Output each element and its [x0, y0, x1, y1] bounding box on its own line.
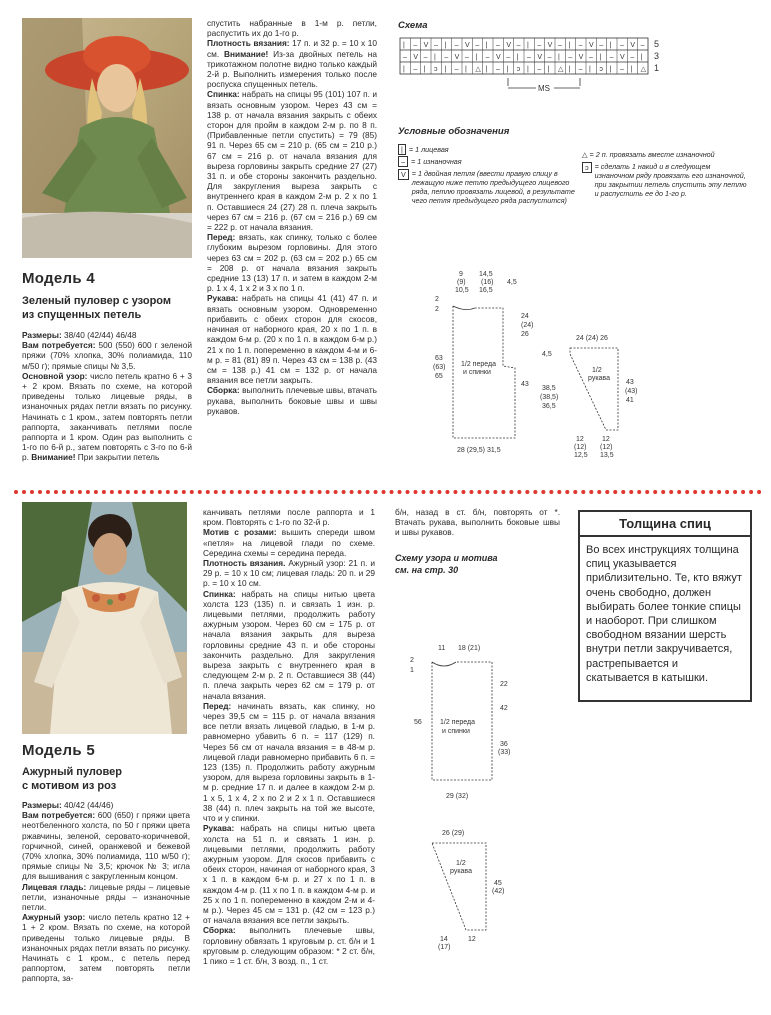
legend-knit: | = 1 лицевая — [398, 145, 578, 154]
svg-text:(12): (12) — [574, 444, 587, 451]
model5-right-top-text: б/н, назад в ст. б/н, повторять от *. Втачать рукава, выполнить боковые швы и швы рукавов. — [395, 507, 560, 538]
model4-gauge: Плотность вязания: 17 п. и 32 р. = 10 х 10 см. Внимание! Из-за двойных петель на трикотажном полотне видно только каждый 2-й р. Выполнить измерения только после роспуска спущенных петель. — [207, 38, 378, 90]
scheme-cell: – — [558, 42, 562, 49]
scheme-cell: – — [465, 54, 469, 61]
scheme-cell: | — [403, 66, 405, 73]
svg-text:56: 56 — [414, 719, 422, 726]
scheme-cell: – — [589, 54, 593, 61]
scheme-cell: V — [454, 54, 460, 61]
scheme-cell: – — [640, 42, 645, 49]
scheme-ms-label: MS — [538, 84, 550, 93]
model4-sleeve-pattern — [540, 328, 665, 468]
scheme-cell: – — [516, 42, 521, 49]
scheme-cell: | — [434, 54, 436, 61]
scheme-cell: | — [599, 54, 602, 61]
scheme-cell: ↄ — [434, 66, 438, 73]
svg-text:(9): (9) — [457, 279, 466, 286]
scheme-cell: – — [547, 54, 552, 61]
scheme-cell: – — [537, 66, 542, 73]
scheme-cell: | — [475, 54, 478, 61]
model5-photo — [22, 502, 187, 734]
model4-subtitle-1: Зеленый пуловер с узором — [22, 295, 172, 307]
svg-text:1/2: 1/2 — [456, 860, 466, 867]
scheme-cell: V — [620, 54, 625, 61]
svg-text:2: 2 — [435, 306, 439, 313]
scheme-cell: – — [454, 66, 459, 73]
needles-box-title: Толщина спиц — [580, 512, 750, 537]
scheme-cell: – — [630, 54, 635, 61]
model5-scheme-ref: Схему узора и мотива см. на стр. 30 — [395, 553, 498, 575]
scheme-cell: – — [496, 42, 500, 49]
svg-text:63: 63 — [435, 355, 443, 362]
scheme-cell: | — [465, 66, 467, 73]
legend-yarnover: ↄ = сделать 1 накид и в следующем изнаночном ряду провязать его изнаночной, при закрытии петель спустить эту петлю и распустить ее до 1-го р. — [582, 162, 747, 198]
scheme-cell: – — [423, 54, 428, 61]
svg-text:2: 2 — [435, 296, 439, 303]
model5-assembly: Сборка: выполнить плечевые швы, горловину обвязать 1 круговым р. ст. б/н и 1 круговым р. следующим образом: * 2 ст. б/н, 1 пико = 1 ст. б/н, 3 возд. п., 1 ст. — [203, 925, 375, 966]
scheme-cell: ↄ — [516, 66, 521, 73]
svg-text:9: 9 — [459, 271, 463, 278]
svg-text:(63): (63) — [433, 364, 446, 371]
svg-text:26 (29): 26 (29) — [442, 830, 465, 837]
svg-text:18 (21): 18 (21) — [458, 645, 481, 652]
red-dotted-divider — [14, 490, 762, 494]
model5-back: Спинка: набрать на спицы нитью цвета холста 123 (135) п. и связать 1 изн. р. лицевыми петлями, продолжить работу ажурным узором. Через 60 см = 175 р. от начала вязания закрыть для выреза горловины средние 43 п. и обе стороны закончить раздельно. Для закругления выреза закрыть с внутреннего края в следующем 2-м р. 2 п. Оставшиеся 38 (44) п. плеча закрыть через 62 см = 179 р. от начала вязания. — [203, 588, 375, 701]
scheme-cell: | — [485, 66, 488, 73]
svg-text:рукава: рукава — [450, 868, 472, 875]
scheme-cell: – — [609, 54, 614, 61]
svg-text:13,5: 13,5 — [600, 452, 614, 459]
svg-text:4,5: 4,5 — [542, 351, 552, 358]
model4-front: Перед: вязать, как спинку, только с более глубоким вырезом горловины. Для этого через 63 см = 202 р. (63 см = 202 р.) 65 см = 208 р. от начала вязания закрыть средние 13 (13) 17 п. и затем в каждом 2-м р. 1 х 4, 1 х 2 и 3 х по 1 п. — [207, 232, 377, 294]
model5-left-text — [22, 800, 190, 984]
model5-stockinette: Лицевая гладь: лицевые ряды – лицевые петли, изнаночные ряды – изнаночные петли. — [22, 881, 190, 913]
svg-text:16,5: 16,5 — [479, 287, 493, 294]
model5-subtitle-1: Ажурный пуловер — [22, 766, 122, 778]
model5-title: Модель 5 — [22, 742, 95, 759]
model5-materials: Вам потребуется: 600 (650) г пряжи цвета неотбеленного холста, по 50 г пряжи цвета ржавчины, зеленой, серовато-коричневой, горчичной, синей, оранжевой и бежевой (70% хлопка, 30% полиамида, 110 м/50 г); прямые спицы № 3,5; крючок № 3; игла для вышивания с закругленным концом. — [22, 810, 190, 882]
scheme-cell: V — [589, 42, 594, 49]
scheme-cell: | — [609, 42, 612, 49]
svg-text:и спинки: и спинки — [442, 728, 470, 735]
scheme-cell: – — [485, 54, 490, 61]
scheme-cell: △ — [475, 66, 481, 73]
svg-text:28 (29,5) 31,5: 28 (29,5) 31,5 — [457, 447, 501, 454]
model5-lace: Ажурный узор: число петель кратно 12 + 1 + 2 кром. Вязать по схеме, на которой приведены только лицевые ряды. В изнаночных рядах петли вязать по рисунку. Начинать с 1 кром., с петель перед раппортом, затем повторять петли раппорта, за- — [22, 912, 190, 984]
svg-text:2: 2 — [410, 657, 414, 664]
svg-text:14,5: 14,5 — [479, 271, 493, 278]
scheme-cell: | — [568, 42, 571, 49]
model4-materials: Вам потребуется: 500 (550) 600 г зеленой пряжи (70% хлопка, 30% полиамида, 110 м/50 г); прямые спицы № 3,5. — [22, 340, 192, 371]
scheme-cell: | — [527, 66, 529, 73]
model4-subtitle-2: из спущенных петель — [22, 309, 142, 321]
scheme-cell: – — [568, 54, 573, 61]
svg-text:(16): (16) — [481, 279, 494, 286]
svg-text:10,5: 10,5 — [455, 287, 469, 294]
svg-text:26: 26 — [521, 331, 529, 338]
svg-text:(17): (17) — [438, 944, 451, 951]
model4-left-text — [22, 330, 192, 463]
scheme-cell: – — [434, 42, 438, 49]
model4-back: Спинка: набрать на спицы 95 (101) 107 п. и вязать основным узором. Через 43 см = 138 р. от начала вязания закрыть с обеих сторон для пройм в каждом 2-м р. по 8 п. (Прибавленные петли спустить) = 79 (85) 91 п. Через 65 см = 210 р. (65 см = 210 р.) 67 см = 216 р. от начала вязания для выреза горловины закрыть средние 27 (27) 31 п. и обе стороны закончить раздельно. Для закругления выреза закрыть с внутреннего края в каждом 2-м р. 2 х по 1 п. Оставшиеся 24 (27) 28 п. плеча закрыть через 67 см = 216 р. (67 см = 216 р.) 69 см = 222 р. от начала вязания. — [207, 89, 377, 233]
svg-text:43: 43 — [626, 379, 634, 386]
svg-text:12: 12 — [602, 436, 610, 443]
scheme-cell: – — [413, 42, 418, 49]
scheme-cell: | — [609, 66, 612, 73]
svg-text:29 (32): 29 (32) — [446, 793, 469, 800]
scheme-cell: | — [630, 66, 633, 73]
scheme-cell: △ — [558, 66, 564, 73]
model4-title: Модель 4 — [22, 270, 95, 287]
svg-text:1/2 переда: 1/2 переда — [461, 361, 496, 368]
model4-scheme-title: Схема — [398, 20, 428, 31]
svg-text:12,5: 12,5 — [574, 452, 588, 459]
scheme-cell: | — [640, 54, 643, 61]
model4-front-pattern — [425, 268, 545, 463]
model4-sleeves: Рукава: набрать на спицы 41 (41) 47 п. и вязать основным узором. Одновременно прибавить с обеих сторон для скосов, начиная от наборного края, 20 х по 1 п. в каждом 6-м р. (20 х по 1 п. в каждом 6-м р.) 21 х по 1 п. попеременно в каждом 4-м и 6-м р. = 81 (81) 89 п. Через 43 см = 138 р. (43 см = 138 р.) 41 см = 132 р. от начала вязания все петли закрыть. — [207, 293, 377, 386]
scheme-cell: | — [516, 54, 519, 61]
needles-info-box — [578, 510, 752, 702]
svg-text:1/2: 1/2 — [592, 367, 602, 374]
scheme-cell: – — [578, 42, 583, 49]
scheme-cell: | — [589, 66, 591, 73]
svg-text:(43): (43) — [625, 388, 638, 395]
scheme-row-5: 5 — [654, 39, 660, 49]
model4-mid-text: спустить набранные в 1-м р. петли, распустить их до 1-го р. Плотность вязания: 17 п. и 32 р. = 10 х 10 см. Внимание! Из-за двойных петель на трикотажном полотне видно только каждый 2-й р. Выполнить измерения только после роспуска спущенных петель. Спинка: набрать на спицы 95 (101) 107 п. и вязать основным узором. Через 43 см = 138 р. от начала вязания закрыть с обеих сторон для пройм в каждом 2-м р. по 8 п. (Прибавленные петли спустить) = 79 (85) 91 п. Через 65 см = 210 р. (65 см = 210 р.) 67 см = 216 р. от начала вязания для выреза горловины закрыть средние 27 (27) 31 п. и обе стороны закончить раздельно. Для закругления выреза закрыть с внутреннего края в каждом 2-м р. 2 х по 1 п. Оставшиеся 24 (27) 28 п. плеча закрыть через 67 см = 216 р. (67 см = 216 р.) 69 см = 222 р. от начала вязания. Перед: вязать, как спинку, только с более глубоким вырезом горловины. Для этого через 63 см = 202 р. (63 см = 202 р.) 65 см = 208 р. от начала вязания закрыть средние 13 (13) 17 п. и затем в каждом 2-м р. 1 х 4, 1 х 2 и 3 х по 1 п. Рукава: набрать на спицы 41 (41) 47 п. и вязать основным узором. Одновременно прибавить с обеих сторон для скосов, начиная от наборного края, 20 х по 1 п. в каждом 6-м р. (20 х по 1 п. в каждом 6-м р.) 21 х по 1 п. попеременно в каждом 4-м и 6-м р. = 81 (81) 89 п. Через 43 см = 138 р. (43 см = 138 р.) 41 см = 132 р. от начала вязания все петли закрыть. Сборка: выполнить плечевые швы, втачать рукава, выполнить боковые швы и швы рукавов. — [207, 18, 378, 416]
scheme-cell: | — [423, 66, 426, 73]
scheme-cell: – — [413, 66, 418, 73]
svg-text:14: 14 — [440, 936, 448, 943]
model5-sleeves: Рукава: набрать на спицы нитью цвета холста на 51 п. и связать 1 изн. р. лицевыми петлями, продолжить работу ажурным узором. Для скосов прибавить с обеих сторон, начиная от наборного края, 3 х 1 п. в каждом 6-м р. и 27 х по 1 п. в каждом 4-м р. (11 х по 1 п. в каждом 4-м р. и 25 х по 1 п. попеременно в каждом 2-м и 4-м р.). Через 45 см = 131 р. (42 см = 123 р.) от начала вязания все петли закрыть. — [203, 823, 375, 926]
svg-text:(24): (24) — [521, 322, 534, 329]
scheme-cell: – — [403, 54, 407, 61]
scheme-cell: V — [537, 54, 543, 61]
scheme-cell: | — [444, 66, 447, 73]
svg-text:и спинки: и спинки — [463, 369, 491, 376]
scheme-cell: | — [485, 42, 488, 49]
svg-text:38,5: 38,5 — [542, 385, 556, 392]
scheme-cell: | — [403, 42, 405, 49]
model4-main-pattern: Основной узор: число петель кратно 6 + 3 + 2 кром. Вязать по схеме, на которой приведены только лицевые ряды, в изнаночных рядах петли вязать по рисунку. Начинать с 1 кром., затем повторять петли раппорта, заканчивать петлями после раппорта и 1 кром. Один раз выполнить с 1-го по 6-й р., затем повторять с 3-го по 6-й р. Внимание! При закрытии петель — [22, 370, 192, 463]
legend-left — [398, 145, 578, 205]
scheme-cell: V — [423, 42, 429, 49]
scheme-cell: | — [558, 54, 560, 61]
scheme-cell: V — [547, 42, 553, 49]
scheme-cell: | — [547, 66, 550, 73]
legend-right — [582, 150, 747, 198]
scheme-cell: – — [454, 42, 459, 49]
svg-text:24 (24) 26: 24 (24) 26 — [576, 335, 608, 342]
scheme-cell: – — [506, 54, 511, 61]
svg-text:65: 65 — [435, 373, 443, 380]
svg-text:36: 36 — [500, 741, 508, 748]
model5-mid-text: канчивать петлями после раппорта и 1 кром. Повторять с 1-го по 32-й р. Мотив с розами: вышить спереди швом «петля» на лицевой глади по схеме. Середина схемы = середина переда. Плотность вязания. Ажурный узор: 21 п. и 29 р. = 10 х 10 см; лицевая гладь: 20 п. и 29 р. = 10 х 10 см. Спинка: набрать на спицы нитью цвета холста 123 (135) п. и связать 1 изн. р. лицевыми петлями, продолжить работу ажурным узором. Через 60 см = 175 р. от начала вязания закрыть для выреза горловины средние 43 п. и обе стороны закончить раздельно. Для закругления выреза закрыть с внутреннего края в следующем 2-м р. 2 п. Оставшиеся 38 (44) п. плеча закрыть через 62 см = 179 р. от начала вязания. Перед: начинать вязать, как спинку, но через 39,5 см = 115 р. от начала вязания все петли вязать лицевой гладью, в 1-м р. равномерно убавить 6 п. = 117 (129) п. Через 56 см от начала вязания = в 48-м р. лицевой глади равномерно прибавить 6 п. = 123 (135) п. Продолжить работу ажурным узором, для выреза горловины закрыть в 1-м р. средние 17 п. и далее в каждом 2-м р. 1 х 5, 1 х 4, 2 х по 2 и 2 х 1 п. Оставшиеся 38 (44) п. плеч закрыть на той же высоте, что и у спинки. Рукава: набрать на спицы нитью цвета холста на 51 п. и связать 1 изн. р. лицевыми петлями, продолжить работу ажурным узором. Для скосов прибавить с обеих сторон, начиная от наборного края, 3 х 1 п. в каждом 6-м р. и 27 х по 1 п. в каждом 4-м р. (11 х по 1 п. в каждом 4-м р. и 25 х по 1 п. попеременно в каждом 2-м и 4-м р.). Через 45 см = 131 р. (42 см = 123 р.) от начала вязания все петли закрыть. Сборка: выполнить плечевые швы, горловину обвязать 1 круговым р. ст. б/н и 1 круговым р. следующим образом: * 2 ст. б/н, 1 пико = 1 ст. б/н, 3 возд. п., 1 ст. — [203, 507, 375, 966]
legend-double: V = 1 двойная петля (ввести правую спицу в лежащую ниже петлю предыдущего лицевого ряда, петлю провязать лицевой, в результате чего петля предыдущего ряда распустится) — [398, 169, 578, 205]
svg-text:45: 45 — [494, 880, 502, 887]
scheme-cell: V — [506, 42, 512, 49]
model5-front-pattern — [400, 640, 530, 810]
scheme-cell: | — [506, 66, 509, 73]
model4-sizes: Размеры: 38/40 (42/44) 46/48 — [22, 330, 137, 340]
model5-subtitle-2: с мотивом из роз — [22, 780, 117, 792]
model4-assembly: Сборка: выполнить плечевые швы, втачать рукава, выполнить боковые швы и швы рукавов. — [207, 385, 377, 416]
scheme-cell: – — [620, 42, 624, 49]
scheme-cell: – — [496, 66, 500, 73]
scheme-cell: | — [568, 66, 571, 73]
svg-text:рукава: рукава — [588, 375, 610, 382]
scheme-cell: – — [444, 54, 449, 61]
model5-sleeve-pattern — [400, 825, 530, 955]
scheme-cell: V — [413, 54, 419, 61]
scheme-cell: V — [496, 54, 501, 61]
svg-text:42: 42 — [500, 705, 508, 712]
model5-front: Перед: начинать вязать, как спинку, но через 39,5 см = 115 р. от начала вязания все петли вязать лицевой гладью, в 1-м р. равномерно убавить 6 п. = 117 (129) п. Через 56 см от начала вязания = в 48-м р. лицевой глади равномерно прибавить 6 п. = 123 (135) п. Продолжить работу ажурным узором, для выреза горловины закрыть в 1-м р. средние 17 п. и далее в каждом 2-м р. 1 х 5, 1 х 4, 2 х по 2 и 2 х 1 п. Оставшиеся 38 (44) п. плеч закрыть на той же высоте, что и у спинки. — [203, 700, 375, 824]
model5-gauge: Плотность вязания. Ажурный узор: 21 п. и 29 р. = 10 х 10 см; лицевая гладь: 20 п. и 29 р. = 10 х 10 см. — [203, 558, 375, 589]
svg-text:11: 11 — [438, 645, 446, 652]
svg-text:12: 12 — [468, 936, 476, 943]
svg-text:(38,5): (38,5) — [540, 394, 559, 401]
svg-text:1: 1 — [410, 667, 414, 674]
scheme-cell: | — [527, 42, 529, 49]
svg-text:22: 22 — [500, 681, 508, 688]
scheme-cell: △ — [640, 66, 647, 73]
model4-photo — [22, 18, 192, 258]
model5-motif: Мотив с розами: вышить спереди швом «петля» на лицевой глади по схеме. Середина схемы = середина переда. — [203, 527, 375, 558]
scheme-cell: – — [537, 42, 542, 49]
svg-text:24: 24 — [521, 313, 529, 320]
legend-purl: – = 1 изнаночная — [398, 157, 578, 166]
scheme-cell: – — [527, 54, 531, 61]
scheme-cell: V — [578, 54, 584, 61]
scheme-cell: – — [578, 66, 583, 73]
legend-title: Условные обозначения — [398, 126, 510, 137]
scheme-cell: – — [599, 42, 604, 49]
needles-box-text: Во всех инструкциях толщина спиц указывается приблизительно. Те, кто вяжут очень свободно, должен выбирать более тонкие спицы и наоборот. При слишком свободном вязании шерсть внутри петли закручивается, растрепывается и скатывается в катышки. — [586, 544, 742, 684]
model5-sizes: Размеры: 40/42 (44/46) — [22, 800, 114, 810]
legend-k2tog: △ = 2 п. провязать вместе изнаночной — [582, 150, 715, 159]
svg-text:1/2 переда: 1/2 переда — [440, 719, 475, 726]
scheme-row-1: 1 — [654, 63, 660, 73]
scheme-row-3: 3 — [654, 51, 660, 61]
scheme-cell: – — [475, 42, 480, 49]
scheme-cell: – — [620, 66, 624, 73]
scheme-cell: V — [630, 42, 636, 49]
svg-text:43: 43 — [521, 381, 529, 388]
svg-text:12: 12 — [576, 436, 584, 443]
svg-text:4,5: 4,5 — [507, 279, 517, 286]
svg-text:41: 41 — [626, 397, 634, 404]
scheme-cell: V — [465, 42, 470, 49]
svg-text:(42): (42) — [492, 888, 505, 895]
model4-scheme-chart — [398, 36, 668, 96]
svg-text:(33): (33) — [498, 749, 511, 756]
scheme-cell: ↄ — [599, 66, 603, 73]
svg-text:(12): (12) — [600, 444, 613, 451]
scheme-cell: | — [444, 42, 447, 49]
svg-text:36,5: 36,5 — [542, 403, 556, 410]
